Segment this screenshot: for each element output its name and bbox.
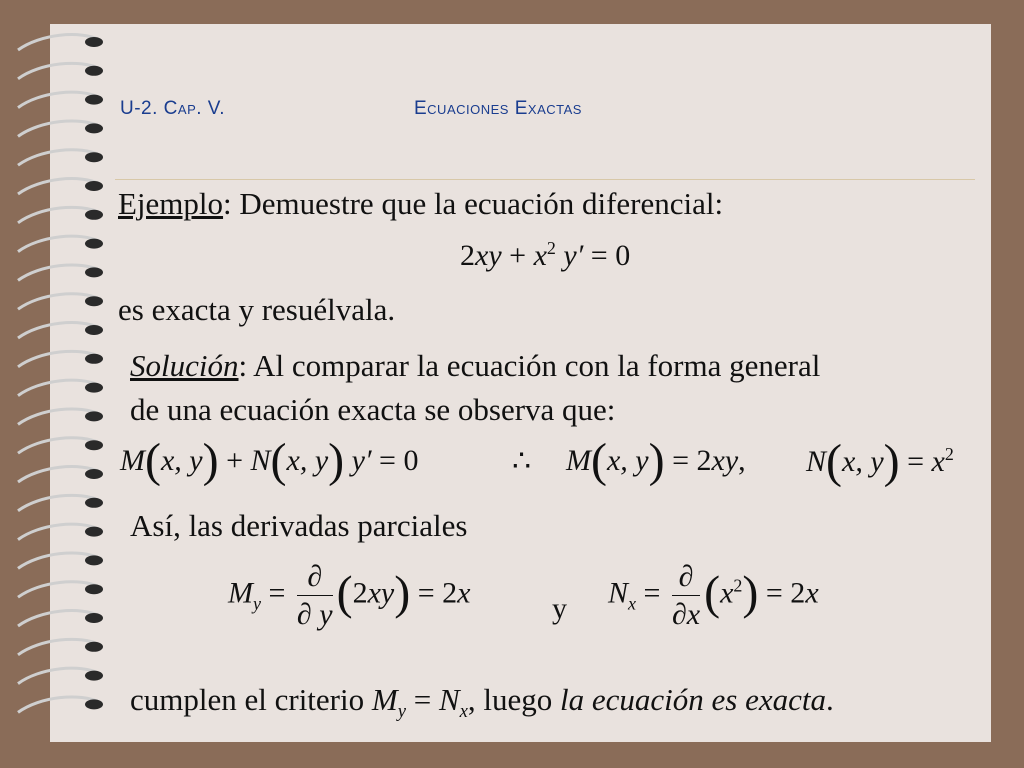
binding-hole (85, 325, 103, 335)
partials-intro: Así, las derivadas parciales (130, 508, 468, 543)
binding-hole (85, 469, 103, 479)
binding-hole (85, 440, 103, 450)
solution-line2: de una ecuación exacta se observa que: (130, 392, 616, 427)
conclusion-line (130, 682, 834, 723)
binding-hole (85, 527, 103, 537)
binding-hole (85, 671, 103, 681)
conclusion-criterion: $M_y = N_x$ (371, 682, 468, 723)
and-word: y (552, 592, 567, 625)
binding-hole (85, 210, 103, 220)
binding-hole (85, 354, 103, 364)
binding-hole (85, 699, 103, 709)
binding-hole (85, 239, 103, 249)
example-line (118, 186, 723, 222)
example-text: : Demuestre que la ecuación diferencial: (223, 186, 724, 221)
header-title: Ecuaciones Exactas (414, 98, 582, 119)
binding-hole (85, 152, 103, 162)
binding-hole (85, 613, 103, 623)
spiral-binding (0, 0, 120, 768)
example-label: Ejemplo (118, 186, 224, 221)
binding-hole (85, 296, 103, 306)
my-derivative: $M_y$ = $\frac{\partial}{\partial y}$ (2xy) = 2x (228, 560, 471, 631)
header-divider (115, 179, 975, 180)
binding-hole (85, 555, 103, 565)
conclusion-end: . (826, 682, 834, 717)
binding-hole (85, 642, 103, 652)
conclusion-prefix: cumplen el criterio (130, 682, 365, 717)
n-definition: N(x, $y) = x^2$ (806, 435, 954, 488)
example-closing: es exacta y resuélvala. (118, 292, 396, 327)
example-equation: $2xy + x^2$ y′ = 0 (460, 238, 631, 272)
binding-hole (85, 498, 103, 508)
binding-hole (85, 95, 103, 105)
general-form-equation: M(x, y) + N(x, y) y′ = 0 (120, 434, 419, 487)
nx-derivative: $N_x$ = $\frac{\partial}{\partial x}$ $(x^2) = 2x$ (608, 560, 819, 631)
m-definition: M(x, y) = 2xy, (566, 434, 746, 487)
binding-hole (85, 37, 103, 47)
binding-hole (85, 383, 103, 393)
binding-hole (85, 123, 103, 133)
binding-hole (85, 411, 103, 421)
conclusion-italic: la ecuación es exacta (560, 682, 826, 717)
solution-label: Solución (130, 348, 239, 383)
conclusion-mid: , luego (467, 682, 561, 717)
binding-hole (85, 66, 103, 76)
binding-hole (85, 181, 103, 191)
binding-hole (85, 584, 103, 594)
therefore-symbol: ∴ (512, 445, 532, 478)
binding-hole (85, 267, 103, 277)
solution-text-1: : Al comparar la ecuación con la forma general (238, 348, 821, 383)
solution-line1 (130, 348, 820, 384)
header-chapter: U-2. Cap. V. (120, 98, 226, 119)
